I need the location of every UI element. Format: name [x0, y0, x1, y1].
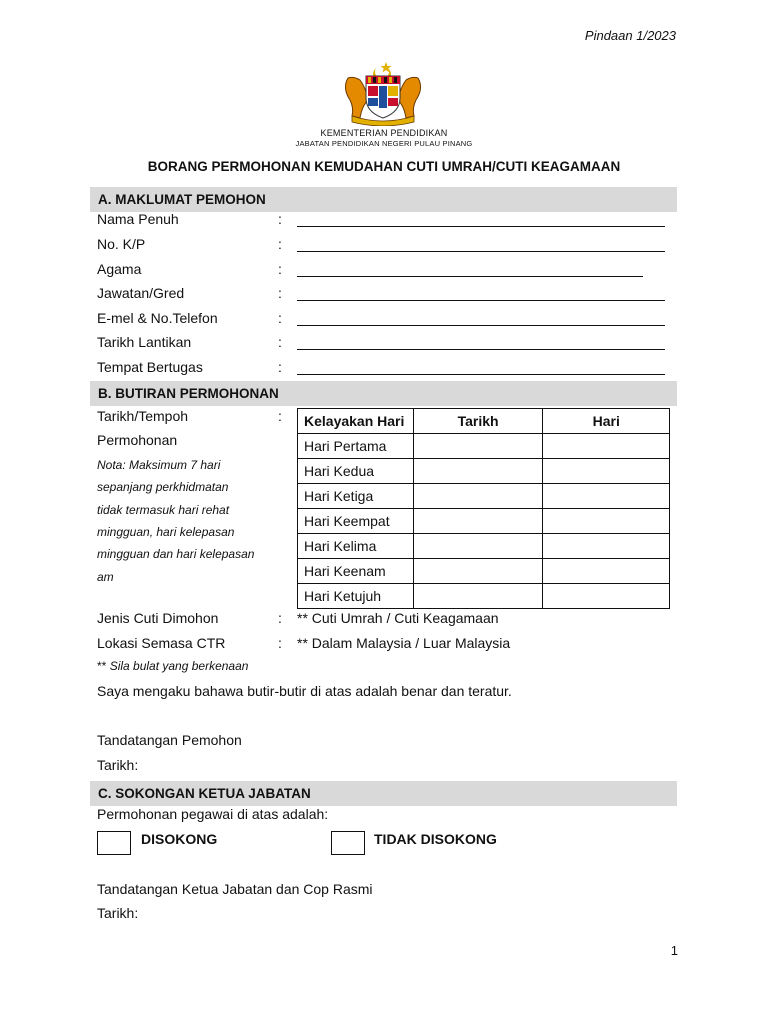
date-cell[interactable]: [413, 484, 543, 509]
day-label: Hari Ketiga: [298, 484, 414, 509]
field-label-position-grade: Jawatan/Gred: [97, 285, 185, 301]
form-title: BORANG PERMOHONAN KEMUDAHAN CUTI UMRAH/CUTI KEAGAMAAN: [147, 159, 621, 174]
circle-note-marker: **: [97, 659, 110, 673]
date-cell[interactable]: [413, 534, 543, 559]
appointment-date-input-line[interactable]: [297, 349, 665, 350]
table-row: [298, 559, 670, 584]
field-label-religion: Agama: [97, 261, 142, 277]
day-label: Hari Pertama: [298, 434, 414, 459]
ic-number-input-line[interactable]: [297, 251, 665, 252]
day-label: Hari Kedua: [298, 459, 414, 484]
colon: :: [278, 635, 282, 651]
column-header-date: Tarikh: [413, 409, 543, 434]
colon: :: [278, 236, 282, 252]
head-date-label: Tarikh:: [97, 905, 139, 921]
day-cell[interactable]: [543, 534, 670, 559]
page-number: 1: [670, 943, 678, 958]
date-cell[interactable]: [413, 509, 543, 534]
colon: :: [278, 211, 282, 227]
location-options[interactable]: ** Dalam Malaysia / Luar Malaysia: [297, 635, 511, 651]
declaration-text: Saya mengaku bahawa butir-butir di atas adalah benar dan teratur.: [97, 683, 512, 699]
field-label-ic-number: No. K/P: [97, 236, 146, 252]
table-row: [298, 584, 670, 609]
field-label-appointment-date: Tarikh Lantikan: [97, 334, 192, 350]
table-row: [298, 459, 670, 484]
colon: :: [278, 310, 282, 326]
religion-input-line[interactable]: [297, 276, 643, 277]
section-b-heading: B. BUTIRAN PERMOHONAN: [90, 381, 677, 406]
ministry-name: KEMENTERIAN PENDIDIKAN: [320, 128, 448, 138]
leave-type-options[interactable]: ** Cuti Umrah / Cuti Keagamaan: [297, 610, 499, 626]
applicant-date-label: Tarikh:: [97, 757, 139, 773]
leave-days-table: [297, 408, 670, 609]
day-cell[interactable]: [543, 434, 670, 459]
application-date-label-cont: Permohonan: [97, 432, 178, 448]
colon: :: [278, 610, 282, 626]
column-header-day: Hari: [543, 409, 670, 434]
workplace-input-line[interactable]: [297, 374, 665, 375]
table-row: [298, 434, 670, 459]
circle-note-text: Sila bulat yang berkenaan: [109, 659, 249, 673]
table-row: [298, 484, 670, 509]
section-c-heading: C. SOKONGAN KETUA JABATAN: [90, 781, 677, 806]
note-line: Nota: Maksimum 7 hari: [97, 458, 221, 472]
note-line: mingguan dan hari kelepasan: [97, 547, 255, 561]
leave-type-label: Jenis Cuti Dimohon: [97, 610, 219, 626]
colon: :: [278, 359, 282, 375]
not-supported-checkbox[interactable]: [331, 831, 365, 855]
position-grade-input-line[interactable]: [297, 300, 665, 301]
section-a-heading: A. MAKLUMAT PEMOHON: [90, 187, 677, 212]
table-header-row: [298, 409, 670, 434]
day-label: Hari Kelima: [298, 534, 414, 559]
date-cell[interactable]: [413, 459, 543, 484]
head-signature-label: Tandatangan Ketua Jabatan dan Cop Rasmi: [97, 881, 373, 897]
applicant-signature-label: Tandatangan Pemohon: [97, 732, 242, 748]
day-cell[interactable]: [543, 584, 670, 609]
day-label: Hari Ketujuh: [298, 584, 414, 609]
day-cell[interactable]: [543, 559, 670, 584]
day-label: Hari Keempat: [298, 509, 414, 534]
colon: :: [278, 261, 282, 277]
colon: :: [278, 408, 282, 424]
note-line: tidak termasuk hari rehat: [97, 503, 230, 517]
day-cell[interactable]: [543, 484, 670, 509]
department-name: JABATAN PENDIDIKAN NEGERI PULAU PINANG: [295, 139, 473, 148]
not-supported-label: TIDAK DISOKONG: [374, 831, 497, 847]
location-label: Lokasi Semasa CTR: [97, 635, 226, 651]
colon: :: [278, 285, 282, 301]
note-line: sepanjang perkhidmatan: [97, 480, 229, 494]
field-label-full-name: Nama Penuh: [97, 211, 179, 227]
supported-checkbox[interactable]: [97, 831, 131, 855]
revision-label: Pindaan 1/2023: [584, 28, 676, 43]
support-intro: Permohonan pegawai di atas adalah:: [97, 806, 329, 822]
column-header-entitlement: Kelayakan Hari: [298, 409, 414, 434]
day-cell[interactable]: [543, 459, 670, 484]
email-phone-input-line[interactable]: [297, 325, 665, 326]
date-cell[interactable]: [413, 559, 543, 584]
date-cell[interactable]: [413, 434, 543, 459]
date-cell[interactable]: [413, 584, 543, 609]
table-row: [298, 509, 670, 534]
table-row: [298, 534, 670, 559]
field-label-email-phone: E-mel & No.Telefon: [97, 310, 218, 326]
application-date-label: Tarikh/Tempoh: [97, 408, 189, 424]
colon: :: [278, 334, 282, 350]
day-label: Hari Keenam: [298, 559, 414, 584]
circle-note: [97, 659, 248, 673]
note-line: mingguan, hari kelepasan: [97, 525, 235, 539]
malaysia-coat-of-arms-icon: [338, 58, 428, 126]
field-label-workplace: Tempat Bertugas: [97, 359, 203, 375]
note-line: am: [97, 570, 114, 584]
full-name-input-line[interactable]: [297, 226, 665, 227]
day-cell[interactable]: [543, 509, 670, 534]
supported-label: DISOKONG: [141, 831, 218, 847]
